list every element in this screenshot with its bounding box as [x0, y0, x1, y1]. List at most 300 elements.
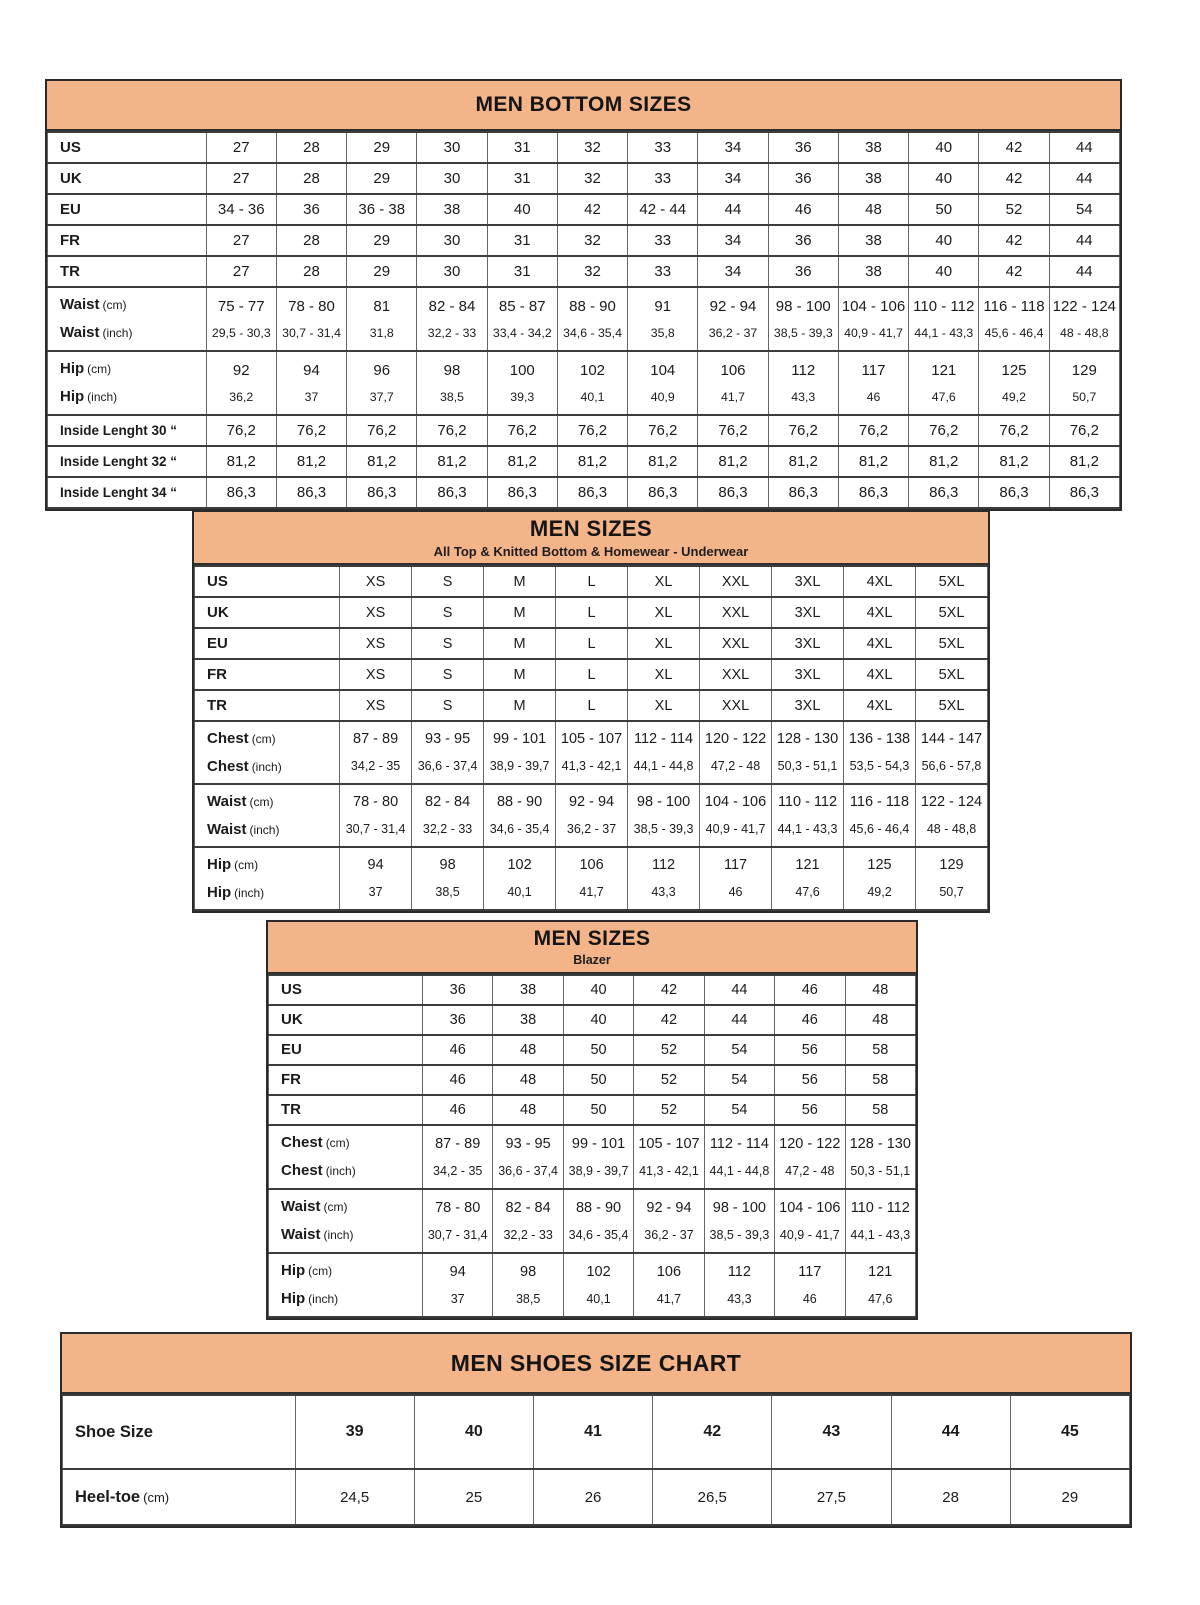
value-cell-group: [422, 1125, 492, 1189]
value-cell: XL: [628, 690, 700, 721]
men-sizes-blazer-header: [268, 922, 916, 974]
value-cell: 5XL: [915, 690, 987, 721]
value-cell: 86,3: [909, 477, 979, 508]
row-label-bottom: [60, 319, 206, 347]
value-cell: 76,2: [487, 415, 557, 446]
value-cell-group: [915, 784, 987, 847]
value-cell: 81,2: [838, 446, 908, 477]
value-bottom: 36,2 - 37: [566, 822, 617, 836]
value-top: 110 - 112: [913, 297, 975, 315]
value-cell: 42: [979, 256, 1049, 287]
value-cell: 46: [768, 194, 838, 225]
value-cell: 52: [979, 194, 1049, 225]
value-cell-group: [634, 1125, 704, 1189]
row-label-top: [281, 1193, 422, 1221]
value-cell: 27,5: [772, 1469, 891, 1525]
value-cell: 5XL: [915, 659, 987, 690]
value-bottom: 44,1 - 43,3: [850, 1227, 911, 1242]
value-bottom: 45,6 - 46,4: [849, 822, 910, 836]
value-bottom: 32,2 - 33: [422, 822, 473, 836]
value-bottom: 50,7: [939, 885, 964, 899]
value-cell: XL: [628, 659, 700, 690]
row-label-unit: (inch): [234, 885, 265, 900]
value-cell: 31: [487, 256, 557, 287]
value-bottom: 40,1: [586, 1291, 611, 1306]
value-cell: 44: [1049, 163, 1119, 194]
value-top: 88 - 90: [569, 297, 616, 315]
value-cell: 31: [487, 132, 557, 163]
value-cell-group: [979, 287, 1049, 351]
value-top: 125: [867, 857, 892, 873]
value-cell: 44: [1049, 225, 1119, 256]
value-bottom: 31,8: [369, 325, 394, 340]
row-label-unit: (cm): [325, 1136, 350, 1150]
value-cell: 36: [768, 132, 838, 163]
value-cell: XL: [628, 597, 700, 628]
value-cell: L: [556, 659, 628, 690]
value-cell: 30: [417, 163, 487, 194]
table-row: [195, 721, 988, 784]
value-cell-group: [347, 287, 417, 351]
men-sizes-tops-table: [192, 510, 990, 913]
row-label-cell: [48, 287, 207, 351]
value-bottom: 41,7: [721, 389, 745, 404]
size-grid: [47, 131, 1120, 509]
value-top: 94: [449, 1263, 466, 1280]
value-cell-group: [206, 287, 276, 351]
value-cell-group: [628, 847, 700, 910]
value-cell: 3XL: [772, 566, 844, 597]
value-bottom: 34,6 - 35,4: [489, 822, 550, 836]
value-cell: XS: [340, 690, 412, 721]
value-top: 104 - 106: [841, 297, 906, 315]
value-bottom: 37: [304, 389, 319, 404]
value-cell: 42: [979, 163, 1049, 194]
value-cell: 36: [422, 975, 492, 1005]
value-cell: 3XL: [772, 597, 844, 628]
value-cell-group: [772, 784, 844, 847]
value-top: 98: [439, 857, 456, 873]
value-cell-group: [493, 1189, 563, 1253]
value-top: 125: [1001, 361, 1027, 379]
table-row: [48, 132, 1120, 163]
value-cell: 34: [698, 132, 768, 163]
value-cell: 48: [845, 975, 915, 1005]
table-row: [63, 1469, 1130, 1525]
row-label-cell: [48, 351, 207, 415]
value-cell-group: [915, 847, 987, 910]
men-bottom-sizes-header: [47, 81, 1120, 131]
row-label: Inside Lenght 32 “: [60, 453, 178, 469]
value-cell: 44: [1049, 256, 1119, 287]
row-label: EU: [281, 1041, 302, 1058]
value-cell: M: [484, 597, 556, 628]
table-row: [269, 1253, 916, 1317]
value-cell: 28: [276, 256, 346, 287]
table-row: [48, 477, 1120, 508]
value-cell: 36: [768, 225, 838, 256]
value-cell: 41: [533, 1395, 652, 1469]
value-cell: S: [412, 597, 484, 628]
value-cell: 26,5: [653, 1469, 772, 1525]
row-label-cell: [195, 659, 340, 690]
value-top: 82 - 84: [505, 1199, 551, 1216]
value-cell: 48: [838, 194, 908, 225]
row-label-cell: [195, 721, 340, 784]
value-top: 81: [373, 297, 391, 315]
value-top: 136 - 138: [848, 731, 911, 747]
row-label-top: [281, 1257, 422, 1285]
value-top: 98 - 100: [775, 297, 831, 315]
value-cell: 42: [979, 225, 1049, 256]
row-label-unit: (cm): [234, 857, 259, 872]
row-label: Hip: [207, 855, 232, 873]
row-label-group: [60, 291, 206, 347]
value-cell: 3XL: [772, 690, 844, 721]
value-bottom: 30,7 - 31,4: [282, 325, 341, 340]
value-cell: L: [556, 690, 628, 721]
row-label: Waist: [60, 296, 100, 313]
value-bottom: 44,1 - 44,8: [709, 1163, 770, 1178]
value-cell: 29: [1010, 1469, 1129, 1525]
value-cell: 4XL: [844, 597, 916, 628]
row-label-bottom: [207, 753, 339, 781]
row-label-unit: (inch): [325, 1164, 356, 1178]
value-cell: 38: [417, 194, 487, 225]
value-cell: 32: [557, 225, 627, 256]
table-subtitle: Blazer: [573, 953, 611, 967]
value-cell: 42: [979, 132, 1049, 163]
value-cell: XS: [340, 659, 412, 690]
value-cell-group: [484, 784, 556, 847]
value-cell-group: [206, 351, 276, 415]
value-top: 121: [868, 1263, 893, 1280]
value-top: 102: [507, 857, 532, 873]
table-title: MEN SIZES: [529, 516, 653, 541]
value-bottom: 40,9 - 41,7: [779, 1227, 840, 1242]
value-cell: XS: [340, 597, 412, 628]
row-label-bottom: [207, 879, 339, 907]
value-cell: 28: [891, 1469, 1010, 1525]
value-cell: S: [412, 659, 484, 690]
value-cell: 4XL: [844, 566, 916, 597]
value-cell: M: [484, 628, 556, 659]
value-cell-group: [487, 287, 557, 351]
value-top: 120 - 122: [704, 731, 767, 747]
value-bottom: 46: [866, 389, 881, 404]
row-label-cell: [195, 597, 340, 628]
value-cell: 40: [909, 163, 979, 194]
table-row: [269, 1125, 916, 1189]
value-cell: 44: [704, 975, 774, 1005]
value-cell: 81,2: [487, 446, 557, 477]
value-cell-group: [347, 351, 417, 415]
value-cell: 42: [634, 1005, 704, 1035]
value-bottom: 29,5 - 30,3: [211, 325, 271, 340]
value-cell: L: [556, 628, 628, 659]
row-label: Waist: [207, 820, 247, 838]
value-cell: 30: [417, 225, 487, 256]
value-cell: 40: [909, 132, 979, 163]
value-cell: 32: [557, 132, 627, 163]
value-cell: 81,2: [347, 446, 417, 477]
value-top: 110 - 112: [777, 794, 838, 810]
value-cell: 33: [628, 132, 698, 163]
value-cell: 76,2: [909, 415, 979, 446]
value-cell: 31: [487, 163, 557, 194]
value-cell: 76,2: [628, 415, 698, 446]
value-bottom: 40,9: [650, 389, 675, 404]
value-cell: 76,2: [1049, 415, 1119, 446]
value-bottom: 40,9 - 41,7: [705, 822, 766, 836]
row-label-top: [281, 1129, 422, 1157]
row-label: Chest: [281, 1134, 323, 1151]
value-top: 87 - 89: [353, 731, 399, 747]
value-cell-group: [909, 287, 979, 351]
table-row: [269, 1035, 916, 1065]
table-row: [48, 163, 1120, 194]
value-cell: 38: [838, 132, 908, 163]
row-label-cell: [48, 163, 207, 194]
row-label: FR: [60, 231, 80, 249]
value-top: 94: [303, 361, 320, 379]
table-row: [48, 415, 1120, 446]
value-cell-group: [628, 721, 700, 784]
value-bottom: 47,2 - 48: [710, 759, 761, 773]
value-cell: 34: [698, 225, 768, 256]
value-bottom: 36,2: [229, 389, 254, 404]
value-cell-group: [775, 1253, 845, 1317]
value-cell: 42: [653, 1395, 772, 1469]
value-cell: 46: [422, 1065, 492, 1095]
row-label: Chest: [207, 757, 249, 775]
value-cell: 56: [775, 1095, 845, 1125]
value-cell: 86,3: [768, 477, 838, 508]
table-row: [195, 690, 988, 721]
row-label: FR: [207, 665, 227, 683]
table-row: [195, 784, 988, 847]
value-cell-group: [700, 784, 772, 847]
value-cell: XXL: [700, 690, 772, 721]
value-top: 96: [373, 361, 391, 379]
value-top: 88 - 90: [496, 794, 543, 810]
row-label: US: [207, 572, 228, 590]
value-cell: 43: [772, 1395, 891, 1469]
value-top: 82 - 84: [425, 794, 471, 810]
value-cell: 76,2: [276, 415, 346, 446]
value-cell: 40: [487, 194, 557, 225]
value-cell-group: [276, 287, 346, 351]
value-bottom: 34,6 - 35,4: [563, 325, 622, 340]
row-label-cell: [195, 847, 340, 910]
value-top: 99 - 101: [571, 1135, 626, 1152]
value-cell: XS: [340, 566, 412, 597]
value-cell-group: [698, 351, 768, 415]
row-label-cell: [48, 477, 207, 508]
value-cell: 54: [704, 1095, 774, 1125]
value-cell: 27: [206, 132, 276, 163]
value-top: 144 - 147: [920, 731, 983, 747]
value-bottom: 44,1 - 43,3: [777, 822, 838, 836]
value-cell: 76,2: [698, 415, 768, 446]
table-row: [195, 628, 988, 659]
row-label-cell: [48, 446, 207, 477]
value-top: 98 - 100: [712, 1199, 766, 1216]
value-bottom: 36,6 - 37,4: [498, 1163, 558, 1178]
value-cell: 86,3: [979, 477, 1049, 508]
value-top: 122 - 124: [920, 794, 983, 810]
value-cell-group: [417, 351, 487, 415]
row-label-cell: [195, 566, 340, 597]
value-cell: S: [412, 628, 484, 659]
value-bottom: 43,3: [651, 885, 676, 899]
value-cell: 38: [838, 163, 908, 194]
table-row: [48, 351, 1120, 415]
value-cell: 36: [768, 256, 838, 287]
table-row: [269, 1065, 916, 1095]
size-grid: [62, 1394, 1130, 1526]
value-cell: 5XL: [915, 628, 987, 659]
row-label-cell: [63, 1469, 296, 1525]
value-cell: 86,3: [487, 477, 557, 508]
value-cell-group: [484, 721, 556, 784]
value-cell: 42 - 44: [628, 194, 698, 225]
value-top: 78 - 80: [435, 1199, 481, 1216]
value-cell: 40: [563, 1005, 633, 1035]
value-bottom: 49,2: [1002, 389, 1026, 404]
value-cell-group: [557, 287, 627, 351]
row-label-cell: [195, 784, 340, 847]
value-cell: 46: [422, 1095, 492, 1125]
value-bottom: 43,3: [791, 389, 816, 404]
value-cell-group: [704, 1253, 774, 1317]
value-cell: 46: [775, 1005, 845, 1035]
value-bottom: 34,2 - 35: [350, 759, 401, 773]
value-cell: 4XL: [844, 659, 916, 690]
row-label-bottom: [281, 1285, 422, 1313]
value-cell-group: [493, 1253, 563, 1317]
value-cell-group: [1049, 351, 1119, 415]
size-grid: [194, 565, 988, 911]
value-bottom: 47,6: [795, 885, 820, 899]
value-top: 92: [232, 361, 250, 379]
value-cell: 81,2: [206, 446, 276, 477]
value-top: 100: [509, 361, 535, 379]
value-cell: XS: [340, 628, 412, 659]
value-cell-group: [700, 721, 772, 784]
value-cell: 86,3: [628, 477, 698, 508]
value-cell: L: [556, 566, 628, 597]
value-cell: 40: [909, 225, 979, 256]
row-label: Hip: [60, 388, 85, 405]
value-top: 116 - 118: [983, 297, 1045, 315]
value-cell: L: [556, 597, 628, 628]
row-label-group: [207, 788, 339, 844]
value-cell: 40: [909, 256, 979, 287]
value-cell: 45: [1010, 1395, 1129, 1469]
row-label: US: [60, 138, 81, 156]
value-top: 112 - 114: [633, 731, 694, 747]
row-label: UK: [281, 1011, 303, 1028]
value-cell: 28: [276, 132, 346, 163]
value-cell: 24,5: [295, 1469, 414, 1525]
value-cell: 86,3: [1049, 477, 1119, 508]
value-cell: XL: [628, 628, 700, 659]
value-cell: 52: [634, 1065, 704, 1095]
row-label-bottom: [207, 816, 339, 844]
value-cell: 25: [414, 1469, 533, 1525]
table-row: [269, 1005, 916, 1035]
value-cell: 44: [704, 1005, 774, 1035]
value-top: 112 - 114: [709, 1135, 769, 1152]
row-label-cell: [195, 628, 340, 659]
row-label-unit: (inch): [251, 759, 282, 774]
row-label-unit: (cm): [251, 731, 276, 746]
value-cell: 81,2: [979, 446, 1049, 477]
row-label-group: [207, 725, 339, 781]
value-top: 122 - 124: [1052, 297, 1117, 315]
value-cell: 32: [557, 163, 627, 194]
size-grid: [268, 974, 916, 1318]
value-cell: 81,2: [909, 446, 979, 477]
value-cell-group: [1049, 287, 1119, 351]
value-bottom: 44,1 - 44,8: [633, 759, 694, 773]
value-top: 117: [798, 1263, 822, 1280]
value-cell: 38: [493, 1005, 563, 1035]
value-cell: 54: [704, 1035, 774, 1065]
value-cell: 42: [634, 975, 704, 1005]
value-cell-group: [845, 1125, 915, 1189]
value-cell-group: [556, 721, 628, 784]
value-cell: 48: [493, 1035, 563, 1065]
value-cell-group: [493, 1125, 563, 1189]
table-title: MEN SHOES SIZE CHART: [450, 1349, 742, 1376]
value-cell: 38: [838, 256, 908, 287]
value-top: 105 - 107: [560, 731, 623, 747]
value-bottom: 47,2 - 48: [785, 1163, 835, 1178]
row-label-bottom: [281, 1157, 422, 1185]
value-cell: 40: [414, 1395, 533, 1469]
value-cell: 28: [276, 163, 346, 194]
row-label: Waist: [207, 792, 247, 810]
value-top: 93 - 95: [425, 731, 471, 747]
value-top: 104: [650, 361, 676, 379]
value-bottom: 38,9 - 39,7: [489, 759, 550, 773]
value-cell-group: [768, 287, 838, 351]
value-cell-group: [628, 784, 700, 847]
row-label-unit: (cm): [87, 362, 112, 376]
row-label-unit: (inch): [323, 1228, 354, 1242]
value-cell: 76,2: [838, 415, 908, 446]
value-bottom: 41,3 - 42,1: [561, 759, 622, 773]
value-cell: 42: [557, 194, 627, 225]
value-cell: 30: [417, 132, 487, 163]
value-bottom: 41,3 - 42,1: [639, 1163, 699, 1178]
row-label-unit: (cm): [143, 1489, 170, 1505]
row-label-unit: (cm): [249, 794, 274, 809]
value-cell: 76,2: [557, 415, 627, 446]
value-cell-group: [340, 721, 412, 784]
table-row: [195, 597, 988, 628]
value-cell: 27: [206, 225, 276, 256]
value-top: 105 - 107: [638, 1135, 700, 1152]
value-cell: 30: [417, 256, 487, 287]
row-label: Hip: [281, 1290, 306, 1307]
value-bottom: 49,2: [867, 885, 892, 899]
value-bottom: 40,1: [580, 389, 605, 404]
value-cell: 76,2: [979, 415, 1049, 446]
value-bottom: 30,7 - 31,4: [345, 822, 406, 836]
